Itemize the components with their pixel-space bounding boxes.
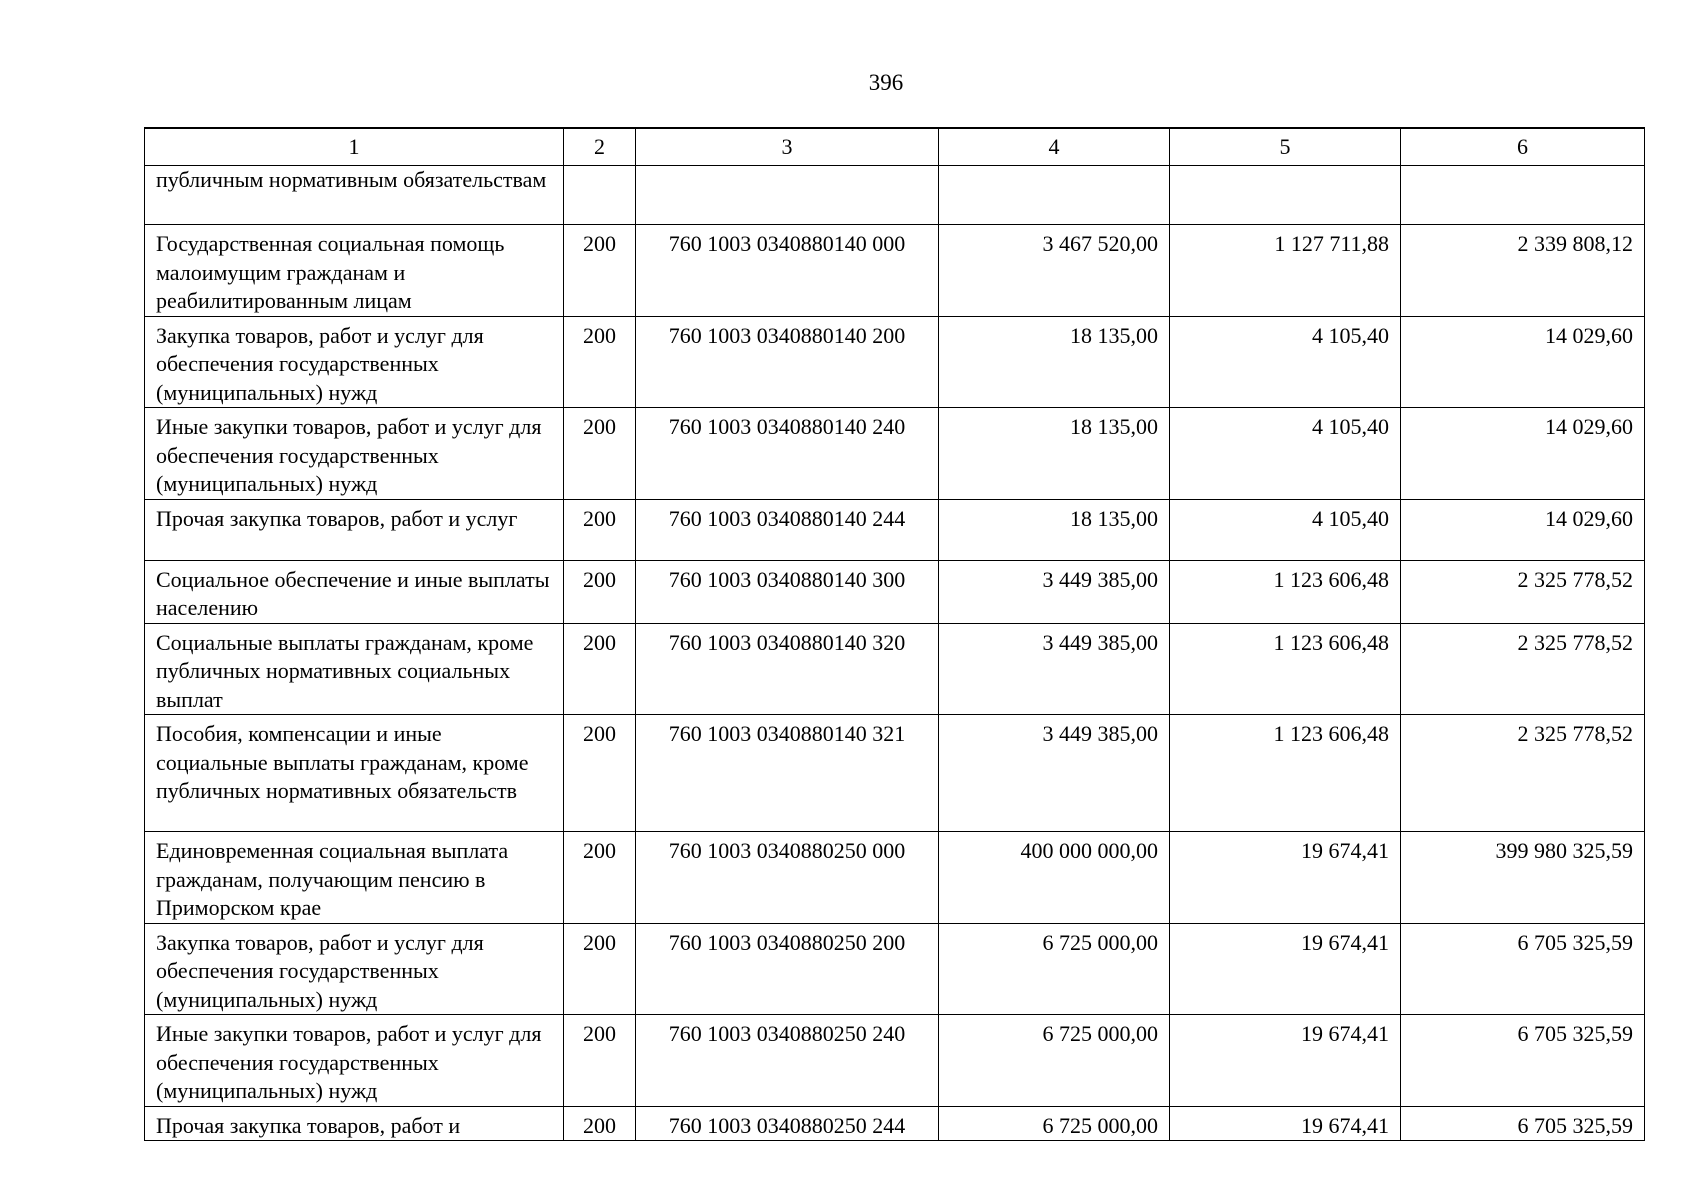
- row-executed-cell: 1 123 606,48: [1170, 560, 1401, 623]
- column-header: 2: [564, 128, 636, 166]
- row-name-cell: публичным нормативным обязательствам: [145, 166, 564, 225]
- table-row: [145, 832, 1645, 924]
- row-executed-cell: [1170, 166, 1401, 225]
- table-row: [145, 166, 1645, 225]
- column-header: 4: [939, 128, 1170, 166]
- row-kbk-cell: 760 1003 0340880250 000: [636, 832, 939, 924]
- row-unexecuted-cell: 14 029,60: [1401, 499, 1645, 560]
- row-kbk-cell: 760 1003 0340880140 321: [636, 715, 939, 832]
- row-kbk-cell: 760 1003 0340880250 200: [636, 923, 939, 1015]
- row-name-cell: Единовременная социальная выплата гражданам, получающим пенсию в Приморском крае: [145, 832, 564, 924]
- row-code-cell: 200: [564, 408, 636, 500]
- row-name-cell: Иные закупки товаров, работ и услуг для обеспечения государственных (муниципальных) нужд: [145, 408, 564, 500]
- row-executed-cell: 4 105,40: [1170, 316, 1401, 408]
- column-header: 3: [636, 128, 939, 166]
- row-executed-cell: 4 105,40: [1170, 408, 1401, 500]
- row-approved-cell: 3 449 385,00: [939, 715, 1170, 832]
- row-code-cell: 200: [564, 499, 636, 560]
- table-row: [145, 560, 1645, 623]
- row-unexecuted-cell: 2 325 778,52: [1401, 623, 1645, 715]
- budget-execution-table: [144, 127, 1645, 1141]
- row-approved-cell: 400 000 000,00: [939, 832, 1170, 924]
- table-row: [145, 623, 1645, 715]
- row-code-cell: 200: [564, 623, 636, 715]
- row-approved-cell: 3 467 520,00: [939, 225, 1170, 317]
- row-code-cell: 200: [564, 832, 636, 924]
- row-unexecuted-cell: 14 029,60: [1401, 316, 1645, 408]
- row-executed-cell: 1 123 606,48: [1170, 623, 1401, 715]
- row-approved-cell: 18 135,00: [939, 408, 1170, 500]
- table-row: [145, 923, 1645, 1015]
- row-code-cell: 200: [564, 316, 636, 408]
- column-header: 5: [1170, 128, 1401, 166]
- table-row: [145, 1015, 1645, 1107]
- row-code-cell: 200: [564, 1015, 636, 1107]
- row-name-cell: Социальное обеспечение и иные выплаты населению: [145, 560, 564, 623]
- row-unexecuted-cell: 6 705 325,59: [1401, 1015, 1645, 1107]
- row-kbk-cell: 760 1003 0340880140 244: [636, 499, 939, 560]
- column-header: 6: [1401, 128, 1645, 166]
- row-code-cell: 200: [564, 1106, 636, 1141]
- column-number-row: [145, 128, 1645, 166]
- row-kbk-cell: 760 1003 0340880250 244: [636, 1106, 939, 1141]
- row-unexecuted-cell: [1401, 166, 1645, 225]
- row-executed-cell: 19 674,41: [1170, 1015, 1401, 1107]
- table-row: [145, 225, 1645, 317]
- row-executed-cell: 1 123 606,48: [1170, 715, 1401, 832]
- row-unexecuted-cell: 2 339 808,12: [1401, 225, 1645, 317]
- row-name-cell: Прочая закупка товаров, работ и услуг: [145, 499, 564, 560]
- row-name-cell: Пособия, компенсации и иные социальные выплаты гражданам, кроме публичных нормативных обязательств: [145, 715, 564, 832]
- row-approved-cell: 6 725 000,00: [939, 1106, 1170, 1141]
- row-name-cell: Прочая закупка товаров, работ и: [145, 1106, 564, 1141]
- row-code-cell: 200: [564, 560, 636, 623]
- row-kbk-cell: 760 1003 0340880140 320: [636, 623, 939, 715]
- row-unexecuted-cell: 6 705 325,59: [1401, 923, 1645, 1015]
- row-unexecuted-cell: 6 705 325,59: [1401, 1106, 1645, 1141]
- table-row: [145, 316, 1645, 408]
- row-executed-cell: 19 674,41: [1170, 832, 1401, 924]
- row-executed-cell: 19 674,41: [1170, 923, 1401, 1015]
- row-approved-cell: [939, 166, 1170, 225]
- table-row: [145, 408, 1645, 500]
- row-kbk-cell: 760 1003 0340880140 240: [636, 408, 939, 500]
- table-row: [145, 715, 1645, 832]
- row-code-cell: [564, 166, 636, 225]
- row-approved-cell: 6 725 000,00: [939, 1015, 1170, 1107]
- row-name-cell: Закупка товаров, работ и услуг для обеспечения государственных (муниципальных) нужд: [145, 316, 564, 408]
- row-unexecuted-cell: 14 029,60: [1401, 408, 1645, 500]
- row-approved-cell: 6 725 000,00: [939, 923, 1170, 1015]
- row-approved-cell: 18 135,00: [939, 499, 1170, 560]
- row-unexecuted-cell: 2 325 778,52: [1401, 715, 1645, 832]
- row-name-cell: Социальные выплаты гражданам, кроме публичных нормативных социальных выплат: [145, 623, 564, 715]
- row-executed-cell: 4 105,40: [1170, 499, 1401, 560]
- row-name-cell: Иные закупки товаров, работ и услуг для обеспечения государственных (муниципальных) нужд: [145, 1015, 564, 1107]
- row-code-cell: 200: [564, 225, 636, 317]
- row-code-cell: 200: [564, 715, 636, 832]
- row-executed-cell: 19 674,41: [1170, 1106, 1401, 1141]
- page-number: 396: [868, 70, 904, 95]
- table-row: [145, 1106, 1645, 1141]
- row-approved-cell: 3 449 385,00: [939, 560, 1170, 623]
- row-kbk-cell: 760 1003 0340880140 000: [636, 225, 939, 317]
- row-kbk-cell: 760 1003 0340880250 240: [636, 1015, 939, 1107]
- row-kbk-cell: [636, 166, 939, 225]
- row-unexecuted-cell: 2 325 778,52: [1401, 560, 1645, 623]
- row-approved-cell: 3 449 385,00: [939, 623, 1170, 715]
- column-header: 1: [145, 128, 564, 166]
- row-unexecuted-cell: 399 980 325,59: [1401, 832, 1645, 924]
- row-name-cell: Закупка товаров, работ и услуг для обеспечения государственных (муниципальных) нужд: [145, 923, 564, 1015]
- row-executed-cell: 1 127 711,88: [1170, 225, 1401, 317]
- row-name-cell: Государственная социальная помощь малоимущим гражданам и реабилитированным лицам: [145, 225, 564, 317]
- row-kbk-cell: 760 1003 0340880140 300: [636, 560, 939, 623]
- row-kbk-cell: 760 1003 0340880140 200: [636, 316, 939, 408]
- row-code-cell: 200: [564, 923, 636, 1015]
- row-approved-cell: 18 135,00: [939, 316, 1170, 408]
- table-row: [145, 499, 1645, 560]
